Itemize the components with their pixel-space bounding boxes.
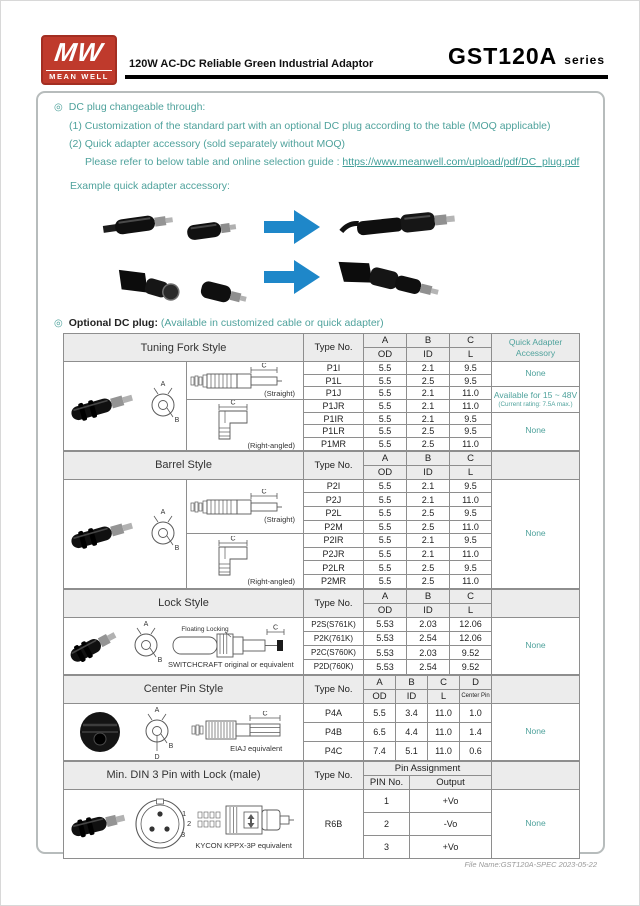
- type-no-cell: P2M: [304, 520, 364, 534]
- type-no-cell: P2S(S761K): [304, 617, 364, 631]
- dim-value-cell: 9.5: [450, 534, 492, 548]
- dim-value-cell: 5.5: [364, 425, 407, 438]
- dim-value-cell: 2.1: [407, 412, 450, 425]
- right-angled-plug-drawing: [189, 400, 301, 442]
- dim-value-cell: 5.5: [364, 534, 407, 548]
- pin-sub-header: Output: [410, 775, 492, 789]
- dim-value-cell: 11.0: [450, 574, 492, 588]
- arrow-right-icon: [264, 210, 320, 244]
- logo-brand-text: MEAN WELL: [46, 70, 112, 82]
- pin-no-cell: 1: [364, 789, 410, 812]
- dim-sub-header: OD: [364, 465, 407, 479]
- svg-text:C: C: [230, 400, 236, 407]
- note-title-text: DC plug changeable through:: [68, 101, 206, 113]
- dim-value-cell: 11.0: [428, 722, 460, 741]
- dim-value-cell: 2.5: [407, 520, 450, 534]
- dim-header: A: [364, 675, 396, 689]
- svg-text:C: C: [272, 624, 278, 632]
- svg-text:Floating Locking: Floating Locking: [181, 625, 229, 633]
- style-photo-cell: [64, 703, 304, 760]
- dim-header: C: [450, 451, 492, 465]
- style-photo-cell: [64, 362, 187, 451]
- dim-value-cell: 11.0: [450, 400, 492, 413]
- dim-value-cell: 5.5: [364, 493, 407, 507]
- svg-text:3: 3: [181, 830, 186, 839]
- dim-value-cell: 11.0: [450, 547, 492, 561]
- bullet-icon: ◎: [54, 102, 63, 113]
- straight-caption: (Straight): [264, 389, 296, 399]
- type-no-header: Type No.: [304, 334, 364, 362]
- type-no-header: Type No.: [304, 675, 364, 703]
- plug-photo: [67, 798, 131, 850]
- dim-sub-header: OD: [364, 348, 407, 362]
- dim-header: B: [407, 589, 450, 603]
- dim-header: D: [460, 675, 492, 689]
- svg-text:A: A: [160, 508, 166, 516]
- cross-section-diagram: [142, 378, 184, 434]
- content-box: [36, 91, 605, 854]
- type-no-header: Type No.: [304, 451, 364, 479]
- pin-assignment-header: Pin Assignment: [364, 761, 492, 775]
- pin-output-cell: -Vo: [410, 812, 492, 835]
- din-connector-face-diagram: [134, 795, 192, 853]
- dim-value-cell: 2.5: [407, 438, 450, 451]
- type-no-cell: P1MR: [304, 438, 364, 451]
- svg-text:C: C: [261, 363, 267, 370]
- dim-value-cell: 4.4: [396, 722, 428, 741]
- cross-section-diagram: [136, 704, 178, 760]
- angled-drawing-cell: [187, 400, 304, 451]
- dim-value-cell: 5.5: [364, 703, 396, 722]
- svg-text:B: B: [174, 544, 180, 552]
- dim-value-cell: 2.5: [407, 374, 450, 387]
- type-no-cell: P2IR: [304, 534, 364, 548]
- quick-adapter-header: [492, 675, 580, 703]
- dim-value-cell: 9.5: [450, 479, 492, 493]
- svg-text:C: C: [230, 536, 236, 543]
- note-line-2: (2) Quick adapter accessory (sold separately without MOQ): [69, 138, 346, 150]
- dim-value-cell: 5.53: [364, 617, 407, 631]
- svg-text:C: C: [262, 710, 268, 718]
- angled-caption: (Right-angled): [247, 441, 296, 451]
- pin-sub-header: PIN No.: [364, 775, 410, 789]
- cross-section-diagram: [125, 618, 167, 674]
- style-photo-cell: [64, 789, 304, 859]
- center-pin-plug-drawing: [190, 711, 290, 745]
- svg-text:A: A: [143, 620, 148, 628]
- dim-header: C: [428, 675, 460, 689]
- plug-photo: [77, 707, 123, 757]
- pin-no-cell: 2: [364, 812, 410, 835]
- example-photo-piece-1: [102, 212, 173, 237]
- example-photo-assembled-1: [340, 210, 455, 240]
- type-no-cell: P1IR: [304, 412, 364, 425]
- dim-sub-header: ID: [407, 603, 450, 617]
- type-no-cell: P2L: [304, 507, 364, 521]
- dim-value-cell: 2.1: [407, 493, 450, 507]
- quick-adapter-cell: None: [492, 412, 580, 450]
- dim-value-cell: 11.0: [450, 493, 492, 507]
- dim-value-cell: 5.53: [364, 660, 407, 674]
- pin-output-cell: +Vo: [410, 836, 492, 859]
- dim-sub-header: L: [428, 689, 460, 703]
- section-title: Tuning Fork Style: [64, 334, 304, 362]
- dim-value-cell: 2.1: [407, 362, 450, 375]
- straight-drawing-cell: [187, 479, 304, 533]
- dim-value-cell: 5.5: [364, 400, 407, 413]
- dim-value-cell: 7.4: [364, 741, 396, 760]
- cross-section-diagram: [142, 506, 184, 562]
- dim-value-cell: 5.5: [364, 374, 407, 387]
- dim-value-cell: 5.5: [364, 520, 407, 534]
- dim-header: B: [407, 334, 450, 348]
- type-no-cell: P4C: [304, 741, 364, 760]
- type-no-header: Type No.: [304, 761, 364, 789]
- dim-value-cell: 11.0: [450, 520, 492, 534]
- example-photo-piece-3: [114, 266, 182, 305]
- quick-adapter-cell: None: [492, 479, 580, 588]
- dim-header: C: [450, 334, 492, 348]
- dim-value-cell: 2.1: [407, 479, 450, 493]
- dim-value-cell: 9.5: [450, 561, 492, 575]
- type-no-cell: P2D(760K): [304, 660, 364, 674]
- optional-label: Optional DC plug:: [68, 317, 158, 329]
- optional-note: (Available in customized cable or quick adapter): [160, 317, 384, 329]
- type-no-cell: P2LR: [304, 561, 364, 575]
- type-no-cell: P1I: [304, 362, 364, 375]
- kycon-plug-drawing: [196, 798, 300, 842]
- quick-adapter-cell: Available for 15 ~ 48V (Current rating: 7.5A max.): [492, 387, 580, 412]
- dim-value-cell: 5.5: [364, 479, 407, 493]
- svg-text:A: A: [154, 706, 159, 714]
- straight-drawing-cell: [187, 362, 304, 400]
- dim-sub-header: ID: [407, 348, 450, 362]
- note-title: [54, 101, 205, 113]
- svg-text:1: 1: [182, 809, 187, 818]
- kycon-caption: KYCON KPPX-3P equivalent: [195, 841, 292, 851]
- dim-value-cell: 9.5: [450, 362, 492, 375]
- dim-value-cell: 9.52: [450, 646, 492, 660]
- dim-value-cell: 3.4: [396, 703, 428, 722]
- plug-photo: [66, 506, 140, 562]
- section-title: Barrel Style: [64, 451, 304, 479]
- example-photo-piece-2: [186, 219, 237, 241]
- dim-sub-header: ID: [407, 465, 450, 479]
- product-subtitle: 120W AC-DC Reliable Green Industrial Adaptor: [129, 58, 374, 70]
- dim-sub-header: L: [450, 603, 492, 617]
- dim-value-cell: 11.0: [450, 387, 492, 400]
- svg-text:C: C: [261, 489, 267, 496]
- dim-value-cell: 2.03: [407, 617, 450, 631]
- straight-plug-drawing: [189, 489, 301, 516]
- logo-mw-text: MW: [52, 37, 106, 67]
- example-photos: [68, 194, 573, 312]
- dim-value-cell: 9.5: [450, 374, 492, 387]
- dim-header: A: [364, 589, 407, 603]
- pin-output-cell: +Vo: [410, 789, 492, 812]
- dim-value-cell: 2.1: [407, 534, 450, 548]
- dim-value-cell: 11.0: [450, 438, 492, 451]
- optional-dc-plug-line: [54, 317, 384, 329]
- section-tuning-fork: [63, 333, 580, 451]
- dim-value-cell: 1.0: [460, 703, 492, 722]
- dim-value-cell: 2.5: [407, 507, 450, 521]
- style-photo-cell: [64, 617, 304, 674]
- dim-value-cell: 2.03: [407, 646, 450, 660]
- dim-value-cell: 2.5: [407, 574, 450, 588]
- quick-adapter-header: Quick Adapter Accessory: [492, 334, 580, 362]
- section-title: Lock Style: [64, 589, 304, 617]
- angled-drawing-cell: [187, 534, 304, 588]
- lock-caption: SWITCHCRAFT original or equivalent: [167, 659, 294, 669]
- svg-text:A: A: [160, 380, 166, 388]
- dim-value-cell: 12.06: [450, 631, 492, 645]
- type-no-cell: P1JR: [304, 400, 364, 413]
- note-line-3-prefix: Please refer to below table and online selection guide :: [85, 156, 343, 168]
- dim-value-cell: 2.54: [407, 660, 450, 674]
- dim-value-cell: 9.52: [450, 660, 492, 674]
- dim-value-cell: 5.5: [364, 574, 407, 588]
- type-no-cell: P1J: [304, 387, 364, 400]
- lock-plug-drawing: [171, 623, 299, 661]
- dim-value-cell: 5.53: [364, 646, 407, 660]
- svg-text:B: B: [174, 416, 180, 424]
- dim-value-cell: 5.5: [364, 438, 407, 451]
- style-photo-cell: [64, 479, 187, 588]
- quick-adapter-header: [492, 589, 580, 617]
- section-barrel: [63, 451, 580, 589]
- series-title: [448, 43, 605, 70]
- dim-value-cell: 9.5: [450, 425, 492, 438]
- dim-sub-header: Center Pin: [460, 689, 492, 703]
- arrow-right-icon: [264, 260, 320, 294]
- right-angled-plug-drawing: [189, 536, 301, 578]
- quick-adapter-cell: None: [492, 362, 580, 387]
- dim-value-cell: 5.5: [364, 412, 407, 425]
- dim-value-cell: 5.5: [364, 387, 407, 400]
- dim-header: A: [364, 451, 407, 465]
- bullet-icon: ◎: [54, 318, 63, 329]
- dim-value-cell: 2.1: [407, 547, 450, 561]
- quick-adapter-cell: None: [492, 703, 580, 760]
- dim-value-cell: 2.5: [407, 561, 450, 575]
- type-no-cell: P2I: [304, 479, 364, 493]
- dim-value-cell: 1.4: [460, 722, 492, 741]
- quick-adapter-header: [492, 761, 580, 789]
- header-divider: [125, 75, 608, 79]
- dim-value-cell: 6.5: [364, 722, 396, 741]
- type-no-cell: P1L: [304, 374, 364, 387]
- optional-plug-tables: [63, 333, 579, 859]
- note-line-1: (1) Customization of the standard part with an optional DC plug according to the table (MOQ applicable): [69, 120, 551, 132]
- dim-value-cell: 12.06: [450, 617, 492, 631]
- meanwell-logo: [41, 35, 117, 85]
- dim-value-cell: 2.1: [407, 400, 450, 413]
- dim-sub-header: OD: [364, 603, 407, 617]
- eiaj-caption: EIAJ equivalent: [230, 743, 283, 753]
- dim-sub-header: ID: [396, 689, 428, 703]
- type-no-cell: P1LR: [304, 425, 364, 438]
- straight-plug-drawing: [189, 363, 301, 390]
- dim-value-cell: 11.0: [428, 741, 460, 760]
- svg-text:D: D: [153, 753, 160, 760]
- dim-sub-header: L: [450, 348, 492, 362]
- dim-value-cell: 5.5: [364, 362, 407, 375]
- type-no-cell: P2J: [304, 493, 364, 507]
- type-no-cell: P2K(761K): [304, 631, 364, 645]
- svg-text:2: 2: [187, 819, 192, 828]
- dim-value-cell: 5.1: [396, 741, 428, 760]
- quick-adapter-cell: None: [492, 789, 580, 859]
- dim-header: B: [407, 451, 450, 465]
- note-line-3: [85, 156, 579, 168]
- type-no-cell: P2C(S760K): [304, 646, 364, 660]
- dim-header: B: [396, 675, 428, 689]
- type-no-cell: P4A: [304, 703, 364, 722]
- dim-value-cell: 5.5: [364, 547, 407, 561]
- dim-value-cell: 11.0: [428, 703, 460, 722]
- example-photo-piece-4: [199, 280, 248, 308]
- dim-sub-header: L: [450, 465, 492, 479]
- series-name: GST120A: [448, 43, 558, 69]
- example-photo-assembled-2: [334, 256, 441, 304]
- dc-plug-guide-link[interactable]: https://www.meanwell.com/upload/pdf/DC_plug.pdf: [342, 156, 580, 168]
- dim-sub-header: OD: [364, 689, 396, 703]
- plug-photo: [66, 378, 140, 434]
- quick-adapter-header: [492, 451, 580, 479]
- dim-header: C: [450, 589, 492, 603]
- straight-caption: (Straight): [264, 515, 296, 525]
- section-center-pin: [63, 675, 580, 761]
- dim-value-cell: 2.1: [407, 387, 450, 400]
- type-no-cell: P2MR: [304, 574, 364, 588]
- dim-value-cell: 5.53: [364, 631, 407, 645]
- type-no-cell: R6B: [304, 789, 364, 859]
- section-lock: [63, 589, 580, 675]
- dim-value-cell: 9.5: [450, 412, 492, 425]
- dim-value-cell: 2.54: [407, 631, 450, 645]
- plug-photo: [65, 622, 123, 670]
- dim-value-cell: 0.6: [460, 741, 492, 760]
- dim-value-cell: 9.5: [450, 507, 492, 521]
- angled-caption: (Right-angled): [247, 577, 296, 587]
- type-no-cell: P2JR: [304, 547, 364, 561]
- section-title: Center Pin Style: [64, 675, 304, 703]
- svg-text:B: B: [168, 742, 173, 750]
- file-name-footer: File Name:GST120A-SPEC 2023-05-22: [464, 860, 597, 869]
- dim-header: A: [364, 334, 407, 348]
- svg-text:B: B: [157, 656, 162, 664]
- section-din: [63, 761, 580, 860]
- quick-adapter-cell: None: [492, 617, 580, 674]
- pin-no-cell: 3: [364, 836, 410, 859]
- series-suffix: series: [564, 53, 605, 67]
- dim-value-cell: 5.5: [364, 507, 407, 521]
- type-no-cell: P4B: [304, 722, 364, 741]
- dim-value-cell: 2.5: [407, 425, 450, 438]
- example-label: Example quick adapter accessory:: [70, 180, 230, 192]
- type-no-header: Type No.: [304, 589, 364, 617]
- dim-value-cell: 5.5: [364, 561, 407, 575]
- section-title: Min. DIN 3 Pin with Lock (male): [64, 761, 304, 789]
